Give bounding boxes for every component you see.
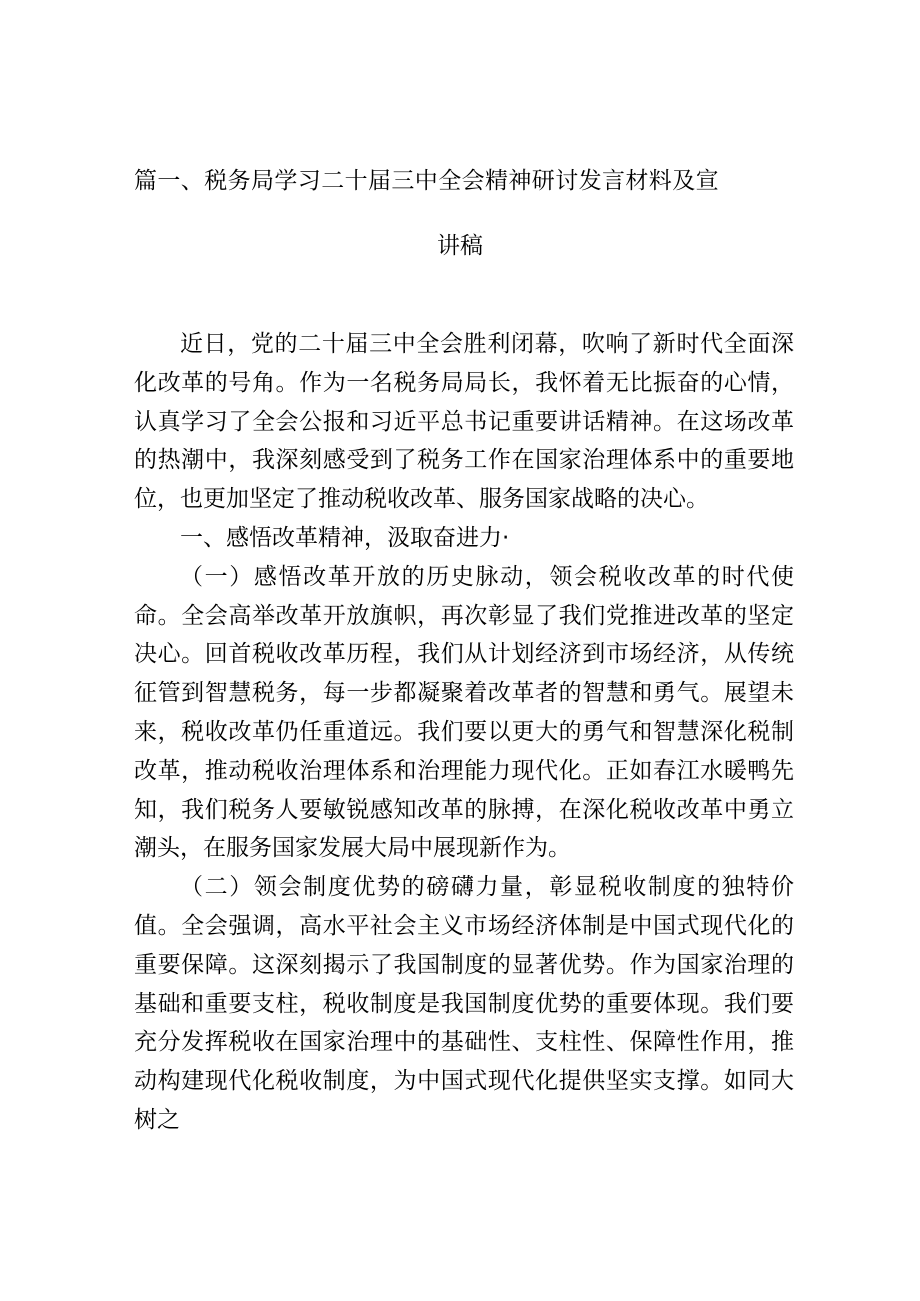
subsection-paragraph-2: （二）领会制度优势的磅礴力量，彰显税收制度的独特价值。全会强调，高水平社会主义市场经济体制是中国式现代化的重要保障。这深刻揭示了我国制度的显著优势。作为国家治理的基础和重要支柱，税收制度是我国制度优势的重要体现。我们要充分发挥税收在国家治理中的基础性、支柱性、保障性作用，推动构建现代化税收制度，为中国式现代化提供坚实支撑。如同大树之: [134, 874, 794, 1133]
subsection-paragraph-1: （一）感悟改革开放的历史脉动，领会税收改革的时代使命。全会高举改革开放旗帜，再次彰显了我们党推进改革的坚定决心。回首税收改革历程，我们从计划经济到市场经济，从传统征管到智慧税务，每一步都凝聚着改革者的智慧和勇气。展望未来，税收改革仍任重道远。我们要以更大的勇气和智慧深化税制改革，推动税收治理体系和治理能力现代化。正如春江水暖鸭先知，我们税务人要敏锐感知改革的脉搏，在深化税收改革中勇立潮头，在服务国家发展大局中展现新作为。: [134, 563, 794, 862]
document-body: [134, 325, 794, 1140]
section-heading-1: 一、感悟改革精神，汲取奋进力·: [180, 524, 510, 551]
intro-paragraph: 近日，党的二十届三中全会胜利闭幕，吹响了新时代全面深化改革的号角。作为一名税务局局长，我怀着无比振奋的心情，认真学习了全会公报和习近平总书记重要讲话精神。在这场改革的热潮中，我深刻感受到了税务工作在国家治理体系中的重要地位，也更加坚定了推动税收改革、服务国家战略的决心。: [134, 331, 794, 513]
document-title-line-2: 讲稿: [437, 233, 483, 259]
document-title-line-1: 篇一、税务局学习二十届三中全会精神研讨发言材料及宣: [134, 168, 719, 194]
